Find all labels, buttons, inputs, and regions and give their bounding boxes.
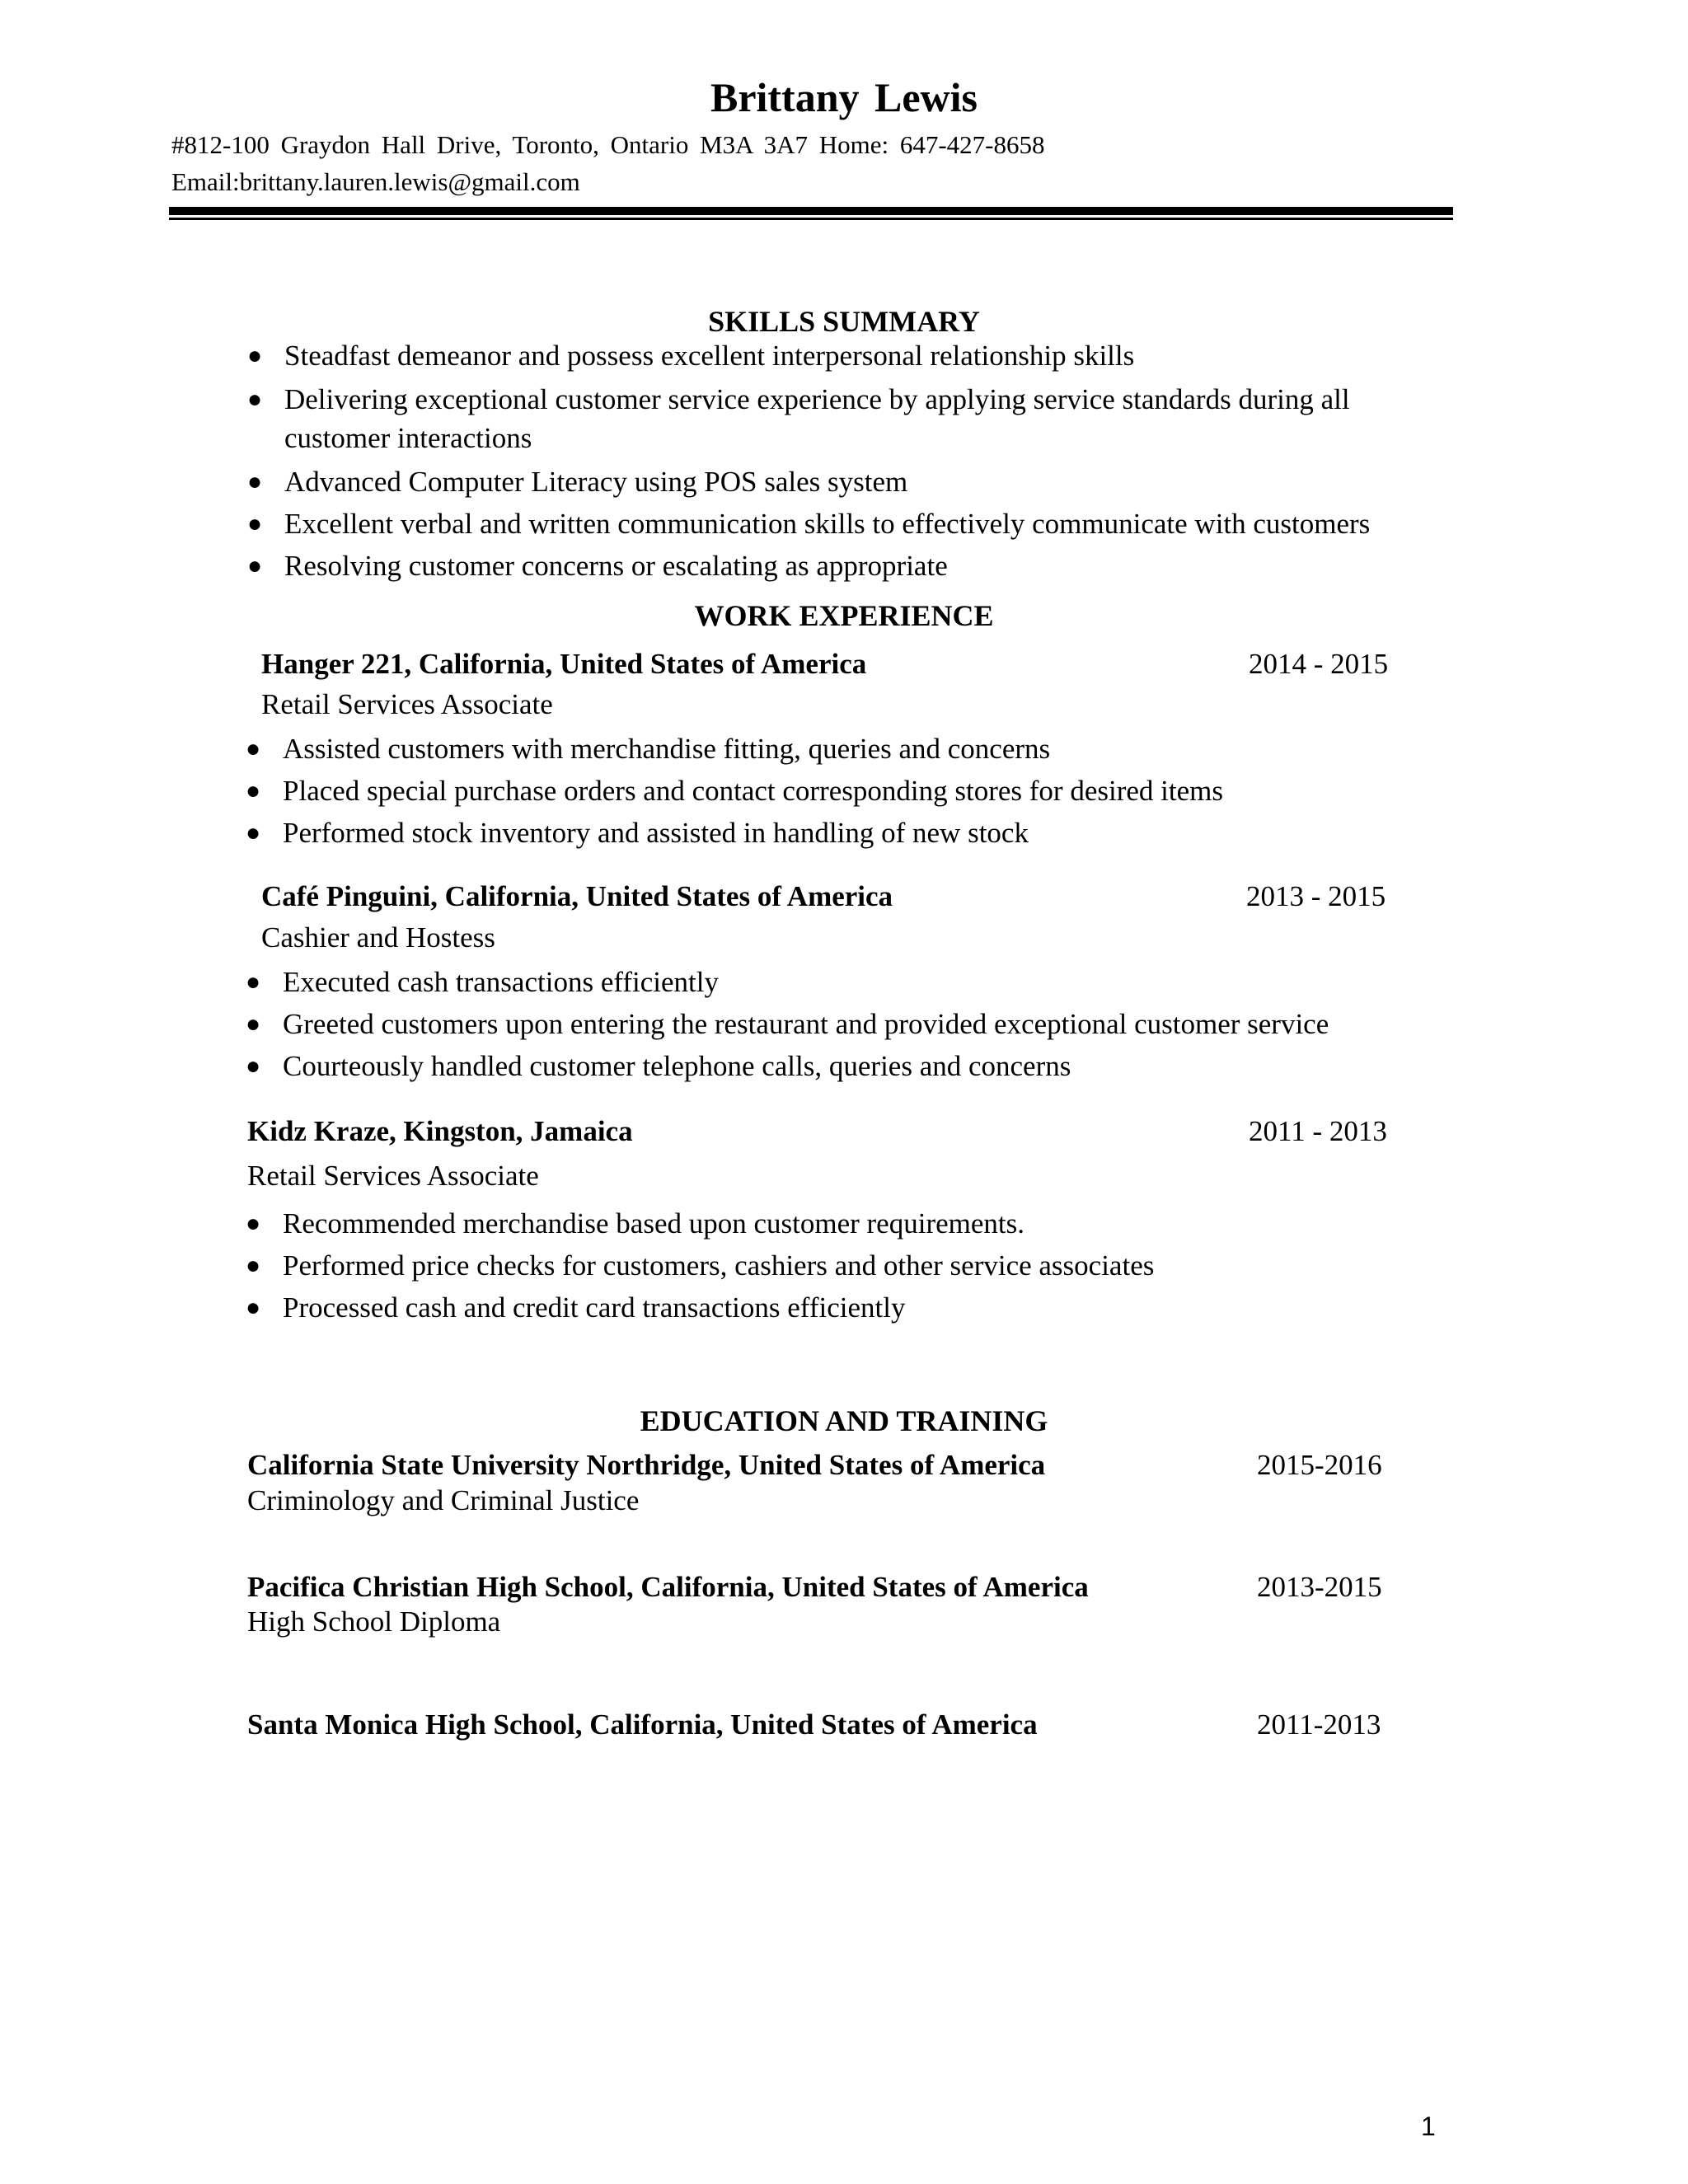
bullet-icon: ●	[247, 386, 263, 413]
job-duties-list	[246, 963, 1329, 1085]
school-dates: 2011-2013	[1257, 1708, 1381, 1741]
school-name: Pacifica Christian High School, California, United States of America	[247, 1571, 1089, 1603]
duty-text: Placed special purchase orders and contact corresponding stores for desired items	[283, 775, 1223, 807]
job-dates: 2014 - 2015	[1249, 648, 1389, 680]
job-duties-list	[246, 1204, 1154, 1327]
job-employer: Hanger 221, California, United States of America	[261, 648, 867, 680]
resume-name: Brittany Lewis	[710, 74, 978, 120]
job-dates: 2011 - 2013	[1249, 1115, 1387, 1147]
school-program: Criminology and Criminal Justice	[247, 1484, 640, 1516]
list-item	[247, 546, 1370, 585]
list-item	[246, 813, 1223, 852]
skill-text: Resolving customer concerns or escalating as appropriate	[284, 550, 948, 582]
work-experience-heading: WORK EXPERIENCE	[694, 599, 994, 632]
list-item	[247, 336, 1370, 375]
header-divider-thick	[169, 207, 1453, 215]
duty-text: Performed price checks for customers, cashiers and other service associates	[283, 1249, 1155, 1282]
list-item	[246, 729, 1223, 768]
skills-summary-heading: SKILLS SUMMARY	[708, 305, 980, 338]
job-role: Cashier and Hostess	[261, 921, 495, 954]
list-item	[246, 1005, 1329, 1043]
duty-text: Assisted customers with merchandise fitting, queries and concerns	[283, 733, 1051, 765]
duty-text: Greeted customers upon entering the restaurant and provided exceptional customer service	[283, 1008, 1329, 1040]
bullet-icon: ●	[247, 468, 263, 495]
contact-address: #812-100 Graydon Hall Drive, Toronto, Ontario M3A 3A7 Home: 647-427-8658	[171, 130, 1045, 159]
list-item	[246, 1204, 1154, 1243]
list-item	[247, 380, 1370, 419]
bullet-icon: ●	[247, 342, 263, 369]
job-employer: Café Pinguini, California, United States of America	[261, 880, 893, 912]
duty-text: Executed cash transactions efficiently	[283, 966, 719, 998]
list-item	[246, 1047, 1329, 1085]
skills-list	[247, 336, 1370, 585]
school-name: Santa Monica High School, California, United States of America	[247, 1708, 1038, 1741]
list-item	[246, 771, 1223, 810]
contact-email: Email:brittany.lauren.lewis@gmail.com	[171, 167, 580, 196]
bullet-icon: ●	[246, 1210, 261, 1237]
job-dates: 2013 - 2015	[1246, 880, 1386, 912]
duty-text: Performed stock inventory and assisted in handling of new stock	[283, 817, 1029, 849]
bullet-icon: ●	[246, 735, 261, 762]
skill-text: Delivering exceptional customer service experience by applying service standards during all	[284, 383, 1350, 415]
list-item-continuation	[247, 419, 1370, 457]
bullet-icon: ●	[247, 510, 263, 537]
skill-text: Steadfast demeanor and possess excellent interpersonal relationship skills	[284, 340, 1135, 372]
bullet-icon: ●	[246, 1252, 261, 1279]
bullet-icon: ●	[246, 968, 261, 996]
duty-text: Processed cash and credit card transactions efficiently	[283, 1291, 906, 1324]
list-item	[246, 1246, 1154, 1285]
school-dates: 2015-2016	[1257, 1449, 1382, 1481]
school-program: High School Diploma	[247, 1605, 501, 1638]
duty-text: Courteously handled customer telephone calls, queries and concerns	[283, 1050, 1071, 1082]
bullet-icon: ●	[246, 1010, 261, 1038]
skill-text: customer interactions	[284, 422, 532, 454]
skill-text: Excellent verbal and written communication skills to effectively communicate with customers	[284, 508, 1371, 540]
education-heading: EDUCATION AND TRAINING	[640, 1404, 1048, 1437]
bullet-icon: ●	[246, 1294, 261, 1321]
job-duties-list	[246, 729, 1223, 852]
page-number: 1	[1421, 2111, 1436, 2141]
duty-text: Recommended merchandise based upon customer requirements.	[283, 1207, 1025, 1240]
list-item	[246, 963, 1329, 1001]
school-dates: 2013-2015	[1257, 1571, 1382, 1603]
school-name: California State University Northridge, United States of America	[247, 1449, 1046, 1481]
bullet-icon: ●	[246, 777, 261, 804]
job-employer: Kidz Kraze, Kingston, Jamaica	[247, 1115, 633, 1147]
job-role: Retail Services Associate	[247, 1160, 539, 1192]
list-item	[246, 1288, 1154, 1327]
bullet-icon: ●	[246, 1052, 261, 1080]
job-role: Retail Services Associate	[261, 688, 553, 720]
bullet-icon: ●	[247, 552, 263, 579]
list-item	[247, 504, 1370, 543]
header-divider-thin	[169, 218, 1453, 220]
list-item	[247, 462, 1370, 501]
skill-text: Advanced Computer Literacy using POS sales system	[284, 466, 908, 498]
bullet-icon: ●	[246, 819, 261, 846]
